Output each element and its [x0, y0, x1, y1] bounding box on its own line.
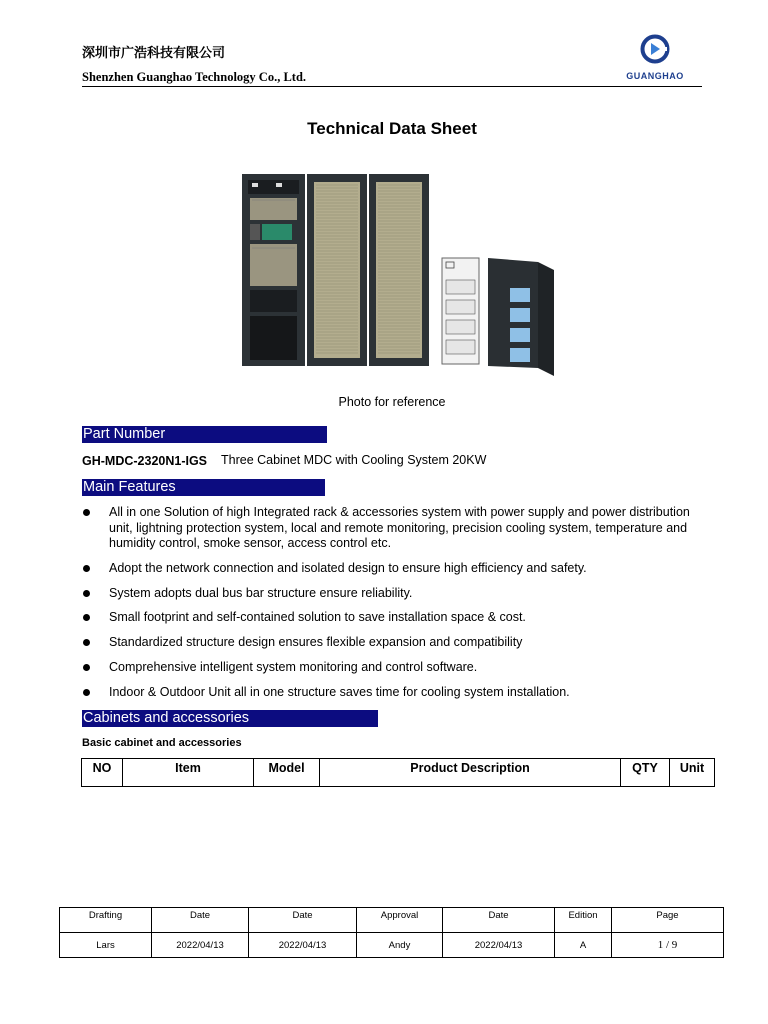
document-title: Technical Data Sheet [307, 119, 477, 138]
footer-edition: A [555, 933, 612, 958]
list-item [82, 635, 712, 651]
column-header-unit: Unit [670, 759, 715, 787]
footer-date: 2022/04/13 [443, 933, 555, 958]
company-logo [612, 34, 698, 81]
feature-text: Standardized structure design ensures flexible expansion and compatibility [109, 635, 523, 650]
footer-value-row [60, 933, 724, 958]
column-header-item: Item [123, 759, 254, 787]
footer-header-date: Date [152, 908, 249, 933]
cabinets-subheading: Basic cabinet and accessories [82, 737, 242, 749]
feature-text: System adopts dual bus bar structure ensure reliability. [109, 585, 413, 600]
list-item [82, 561, 712, 577]
features-list [82, 505, 712, 710]
cabinets-heading: Cabinets and accessories [82, 710, 378, 727]
battery-rack-image [442, 258, 479, 364]
list-item [82, 610, 712, 626]
column-header-qty: QTY [621, 759, 670, 787]
bullet-icon [83, 590, 90, 597]
footer-header-date: Date [443, 908, 555, 933]
list-item [82, 586, 712, 602]
company-name-en: Shenzhen Guanghao Technology Co., Ltd. [82, 70, 307, 84]
guanghao-logo-icon [640, 34, 670, 64]
part-number-code: GH-MDC-2320N1-IGS [82, 454, 208, 468]
product-photo [238, 170, 558, 380]
list-item [82, 660, 712, 676]
server-cabinet-image [242, 174, 305, 366]
footer-page-number: 1 / 9 [612, 933, 724, 958]
company-name-cn: 深圳市广浩科技有限公司 [82, 46, 226, 61]
list-item [82, 685, 712, 701]
footer-header-row [60, 908, 724, 933]
battery-cabinet-image [488, 258, 554, 376]
feature-text: Indoor & Outdoor Unit all in one structure saves time for cooling system installation. [109, 684, 570, 699]
footer-drafter: Lars [60, 933, 152, 958]
feature-text: All in one Solution of high Integrated rack & accessories system with power supply and power distribution unit, lightning protection system, local and remote monitoring, precision cooling system, temperature and humidity control, smoke sensor, access control etc. [109, 505, 690, 550]
bullet-icon [83, 689, 90, 696]
feature-text: Small footprint and self-contained solution to save installation space & cost. [109, 610, 526, 625]
footer-approval-table [59, 907, 724, 958]
footer-header-approval: Approval [357, 908, 443, 933]
cabinet-table [81, 758, 715, 787]
column-header-no: NO [82, 759, 123, 787]
bullet-icon [83, 565, 90, 572]
logo-text: GUANGHAO [626, 71, 684, 81]
footer-approver: Andy [357, 933, 443, 958]
bullet-icon [83, 509, 90, 516]
footer-date: 2022/04/13 [249, 933, 357, 958]
photo-caption: Photo for reference [338, 395, 446, 409]
feature-text: Comprehensive intelligent system monitoring and control software. [109, 659, 478, 674]
bullet-icon [83, 664, 90, 671]
footer-header-page: Page [612, 908, 724, 933]
header-rule [82, 86, 702, 87]
bullet-icon [83, 639, 90, 646]
footer-header-edition: Edition [555, 908, 612, 933]
part-number-description: Three Cabinet MDC with Cooling System 20KW [221, 453, 487, 467]
column-header-model: Model [254, 759, 320, 787]
list-item [82, 505, 712, 552]
main-features-heading: Main Features [82, 479, 325, 496]
column-header-description: Product Description [320, 759, 621, 787]
bullet-icon [83, 614, 90, 621]
footer-date: 2022/04/13 [152, 933, 249, 958]
part-number-heading: Part Number [82, 426, 327, 443]
footer-header-date: Date [249, 908, 357, 933]
table-header-row [82, 759, 715, 787]
footer-header-drafting: Drafting [60, 908, 152, 933]
feature-text: Adopt the network connection and isolated design to ensure high efficiency and safety. [109, 560, 587, 575]
